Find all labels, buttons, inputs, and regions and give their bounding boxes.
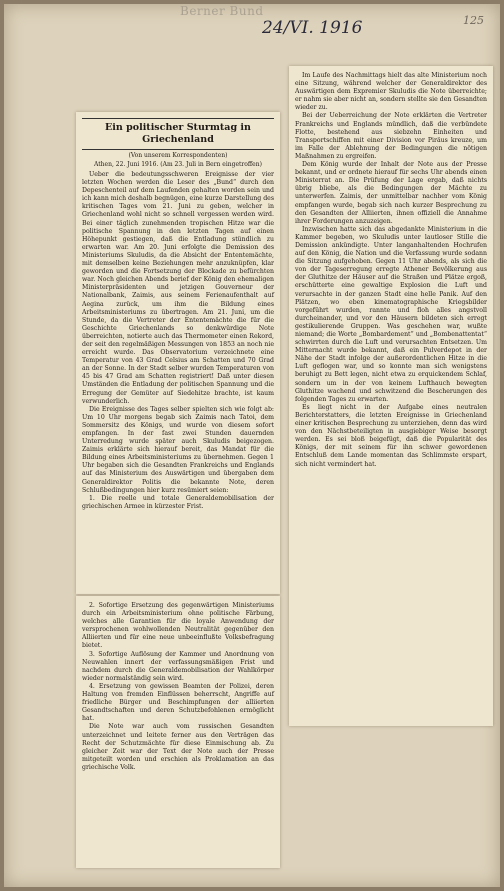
article-body-col2 bbox=[295, 72, 487, 469]
paragraph: 2. Sofortige Ersetzung des gegenwärtigen Ministeriums durch ein Arbeitsministerium ohne politische Färbung, welches alle Garantien für die loyale Anwendung der versprochenen wohlwollenden Neutralität gegenüber den Alliierten und für eine neue unbeeinflußte Volksbefragung bietet. bbox=[82, 602, 274, 650]
paragraph: 1. Die reelle und totale Generaldemobilisation der griechischen Armee in kürzester Frist. bbox=[82, 494, 274, 510]
archive-sheet bbox=[4, 4, 500, 887]
article-dateline: Athen, 22. Juni 1916. (Am 23. Juli in Bern eingetroffen) bbox=[94, 161, 262, 168]
paragraph: Die Note war auch vom russischen Gesandten unterzeichnet und leitete ferner aus den Verträgen das Recht der Schutzmächte für diese Einmischung ab. Zu gleicher Zeit war der Text der Note auch der Presse mitgeteilt worden und erschien als Proklamation an das griechische Volk. bbox=[82, 723, 274, 771]
article-body-col1 bbox=[82, 171, 274, 511]
paragraph: Dem König wurde der Inhalt der Note aus der Presse bekannt, und er ordnete hierauf für sechs Uhr abends einen Ministerrat an. Die Prüfung der Lage ergab, daß nichts übrig bliebe, als die Bedingungen der Mächte zu unterwerfen. Zaimis, der unmittelbar nachher vom König empfangen wurde, begab sich nach kurzer Besprechung zu den Gesandten der Alliierten, ihnen offiziell die Annahme ihrer Forderungen anzuzeigen. bbox=[295, 161, 487, 225]
paragraph: 4. Ersetzung von gewissen Beamten der Polizei, deren Haltung von fremden Einflüssen beherrscht, Angriffe auf friedliche Bürger und Beschimpfungen der alliierten Gesandtschaften und deren Schutzbefohlenen ermöglicht hat. bbox=[82, 682, 274, 723]
clipping-column-2 bbox=[289, 66, 493, 726]
paragraph: Im Laufe des Nachmittags hielt das alte Ministerium noch eine Sitzung, während welcher der Generaldirektor des Auswärtigen dem Expremier Skuludis die Note überreichte; er nahm sie aber nicht an, sondern stellte sie den Gesandten wieder zu. bbox=[295, 72, 487, 112]
paragraph: Bei der Ueberreichung der Note erklärten die Vertreter Frankreichs und Englands mündlich, daß die verbündete Flotte, bestehend aus siebzehn Einheiten und Transportschiffen mit einer Division vor Piräus kreuze, um im Falle der Ablehnung der Bedingungen die nötigen Maßnahmen zu ergreifen. bbox=[295, 112, 487, 160]
handwritten-date: 24/VI. 1916 bbox=[262, 18, 363, 38]
clipping-column-1-continued bbox=[76, 596, 280, 868]
paragraph: Die Ereignisse des Tages selber spielten sich wie folgt ab: Um 10 Uhr morgens begab sich Zaimis nach Tatoi, dem Sommersitz des Königs, und wurde von diesem sofort empfangen. In der fast zwei Stunden dauernden Unterredung wurde später auch Skuludis beigezogen. Zaimis erklärte sich hierauf bereit, das Mandat für die Bildung eines Arbeitsministeriums zu übernehmen. Gegen 1 Uhr begaben sich die Gesandten Frankreichs und Englands auf das Ministerium des Auswärtigen und übergaben dem Generaldirektor Politis die bekannte Note, deren Schlußbedingungen hier kurz resümiert seien: bbox=[82, 405, 274, 494]
paragraph: Es liegt nicht in der Aufgabe eines neutralen Berichterstatters, die letzten Ereignisse in Griechenland einer kritischen Besprechung zu unterziehen, denn das wird von den Nächstbeteiligten in ausgiebiger Weise besorgt werden. Es sei bloß beigefügt, daß die Popularität des Königs, der mit seinem für ihn schwer gewordenen Entschluß dem Lande momentan das Schlimmste erspart, sich nicht vermindert hat. bbox=[295, 403, 487, 468]
article-source: (Von unserem Korrespondenten) bbox=[128, 152, 228, 159]
clipping-column-1 bbox=[76, 112, 280, 594]
article-headline: Ein politischer Sturmtag in Griechenland bbox=[82, 118, 274, 150]
archive-number: 125 bbox=[463, 14, 484, 27]
paragraph: Ueber die bedeutungsschweren Ereignisse der vier letzten Wochen werden die Leser des „Bund“ durch den Depeschenteil auf dem Laufenden gehalten worden sein und ich kann mich deshalb begnügen, eine kurze Darstellung des kritischen Tages vom 21. Juni zu geben, welcher in Griechenland wohl nicht so schnell vergessen werden wird. Bei einer täglich zunehmenden tropischen Hitze war die politische Spannung in den letzten Tagen auf einen Höhepunkt gestiegen, daß die Entladung stündlich zu erwarten war. Am 20. Juni erfolgte die Demission des Ministeriums Skuludis, da die Absicht der Ententemächte, mit demselben keine Beziehungen mehr anzuknüpfen, klar geworden und die Fortsetzung der Blockade zu befürchten war. Noch gleichen Abends berief der König den ehemaligen Ministerpräsidenten und jetzigen Gouverneur der Nationalbank, Zaimis, aus seinem Ferienaufenthalt auf Aegina zurück, um ihm die Bildung eines Arbeitsministeriums zu übertragen. Am 21. Juni, um die Stunde, da die Vertreter der Ententemächte die für die Geschichte Griechenlands so denkwürdige Note überreichten, notierte auch das Thermometer einen Rekord, der seit den regelmäßigen Messungen von 1853 an noch nie erreicht wurde. Das Observatorium verzeichnete eine Temperatur von 43 Grad Celsius am Schatten und 70 Grad an der Sonne. In der Stadt selber wurden Temperaturen von 45 bis 47 Grad am Schatten registriert! Daß unter diesen Umständen die Entladung der politischen Spannung und die Erregung der Gemüter auf Siedehitze brachte, ist kaum verwunderlich. bbox=[82, 171, 274, 405]
paragraph: Inzwischen hatte sich das abgedankte Ministerium in die Kammer begeben, wo Skuludis unter lautloser Stille die Demission ankündigte. Unter langanhaltenden Hochrufen auf den König, die Nation und die Verfassung wurde sodann die Sitzung aufgehoben. Gegen 11 Uhr abends, als sich die von der Tageserregung erregte Athener Bevölkerung aus der Gluthitze der Häuser auf die Straßen und Plätze ergoß, erschütterte eine gewaltige Explosion die Luft und verursachte in der ganzen Stadt eine helle Panik. Auf den Plätzen, wo eben kinematographische Kriegsbilder vorgeführt wurden, rannte und floh alles angstvoll durcheinander, und vor den Häusern bildeten sich erregt gestikulierende Gruppen. Was geschehen war, wußte niemand; die Worte „Bombardement“ und „Bombenattentat“ schwirrten durch die Luft und verursachten Entsetzen. Um Mitternacht wurde bekannt, daß ein Pulverdepot in der Nähe der Stadt infolge der außerordentlichen Hitze in die Luft geflogen war, und so konnte man sich wenigstens beruhigt zu Bett legen, nicht etwa zu erquickendem Schlaf, sondern um in der von keinem Lufthauch bewegten Gluthitze wachend und schwitzend die Bescherungen des folgenden Tages zu erwarten. bbox=[295, 225, 487, 403]
newspaper-stamp: Berner Bund bbox=[180, 4, 264, 18]
paragraph: 3. Sofortige Auflösung der Kammer und Anordnung von Neuwahlen innert der verfassungsmäßigen Frist und nachdem durch die Generaldemobilisation der Wahlkörper wieder normalständig sein wird. bbox=[82, 650, 274, 682]
article-body-col1b bbox=[82, 602, 274, 772]
